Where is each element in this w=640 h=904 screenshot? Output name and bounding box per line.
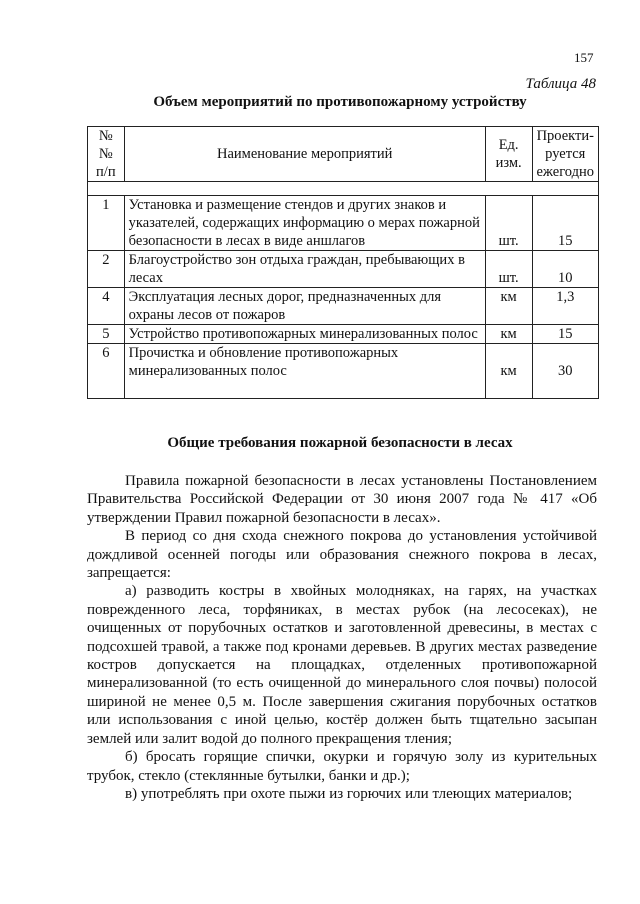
header-value	[532, 127, 599, 182]
table-row	[88, 325, 599, 344]
section-title: Общие требования пожарной безопасности в лесах	[167, 435, 513, 451]
paragraph: В период со дня схода снежного покрова до установления устойчивой дождливой осенней погоды или образования снежного покрова в лесах, запрещается:	[87, 528, 597, 582]
table-header-row	[88, 127, 599, 182]
table-spacer-row	[88, 182, 599, 196]
row-unit: км	[485, 288, 532, 325]
header-num-label: №№ п/п	[96, 128, 116, 180]
table-row	[88, 196, 599, 251]
row-value: 10	[532, 251, 599, 288]
paragraph: Правила пожарной безопасности в лесах установлены Постановлением Правительства Российской Федерации от 30 июня 2007 года № 417 «Об утверждении Правил пожарной безопасности в лесах».	[87, 473, 597, 526]
row-name: Эксплуатация лесных дорог, предназначенных для охраны лесов от пожаров	[124, 288, 485, 325]
header-name-label: Наименование мероприятий	[217, 146, 393, 162]
table-row	[88, 344, 599, 399]
row-num: 1	[88, 196, 125, 251]
paragraph: в) употреблять при охоте пыжи из горючих или тлеющих материалов;	[125, 785, 573, 802]
row-value: 15	[532, 325, 599, 344]
paragraph: а) разводить костры в хвойных молодняках, на гарях, на участках поврежденного леса, торфяниках, в местах рубок (на лесосеках), не очищенных от порубочных остатков и заготовленной древесины, в местах с подсохшей травой, а также под кронами деревьев. В других местах разведение костров допускается на площадках, отделенных противопожарной минерализованной (то есть очищенной до минерального слоя почвы) полосой шириной не менее 0,5 м. После завершения сжигания порубочных остатков или использования с иной целью, костёр должен быть тщательно засыпан землей или залит водой до полного прекращения тления;	[87, 583, 597, 747]
header-num	[88, 127, 125, 182]
table-title: Объем мероприятий по противопожарному устройству	[153, 94, 527, 110]
row-unit: км	[485, 325, 532, 344]
table-row	[88, 251, 599, 288]
row-value: 30	[532, 344, 599, 399]
header-name	[124, 127, 485, 182]
measures-table	[87, 126, 599, 399]
header-unit-label: Ед. изм.	[495, 137, 522, 171]
row-value: 15	[532, 196, 599, 251]
row-name: Прочистка и обновление противопожарных минерализованных полос	[124, 344, 485, 399]
table-caption: Таблица 48	[525, 76, 596, 92]
row-num: 4	[88, 288, 125, 325]
row-name: Благоустройство зон отдыха граждан, пребывающих в лесах	[124, 251, 485, 288]
row-name: Устройство противопожарных минерализованных полос	[124, 325, 485, 344]
row-unit: км	[485, 344, 532, 399]
header-unit	[485, 127, 532, 182]
row-num: 2	[88, 251, 125, 288]
body-text	[87, 472, 597, 803]
row-num: 6	[88, 344, 125, 399]
table-row	[88, 288, 599, 325]
row-value: 1,3	[532, 288, 599, 325]
row-name: Установка и размещение стендов и других знаков и указателей, содержащих информацию о мерах пожарной безопасности в лесах в виде аншлагов	[124, 196, 485, 251]
row-num: 5	[88, 325, 125, 344]
paragraph: б) бросать горящие спички, окурки и горячую золу из курительных трубок, стекло (стеклянные бутылки, банки и др.);	[87, 749, 597, 784]
page-number: 157	[574, 50, 594, 65]
row-unit: шт.	[485, 196, 532, 251]
header-value-label: Проекти-руется ежегодно	[536, 128, 595, 180]
row-unit: шт.	[485, 251, 532, 288]
